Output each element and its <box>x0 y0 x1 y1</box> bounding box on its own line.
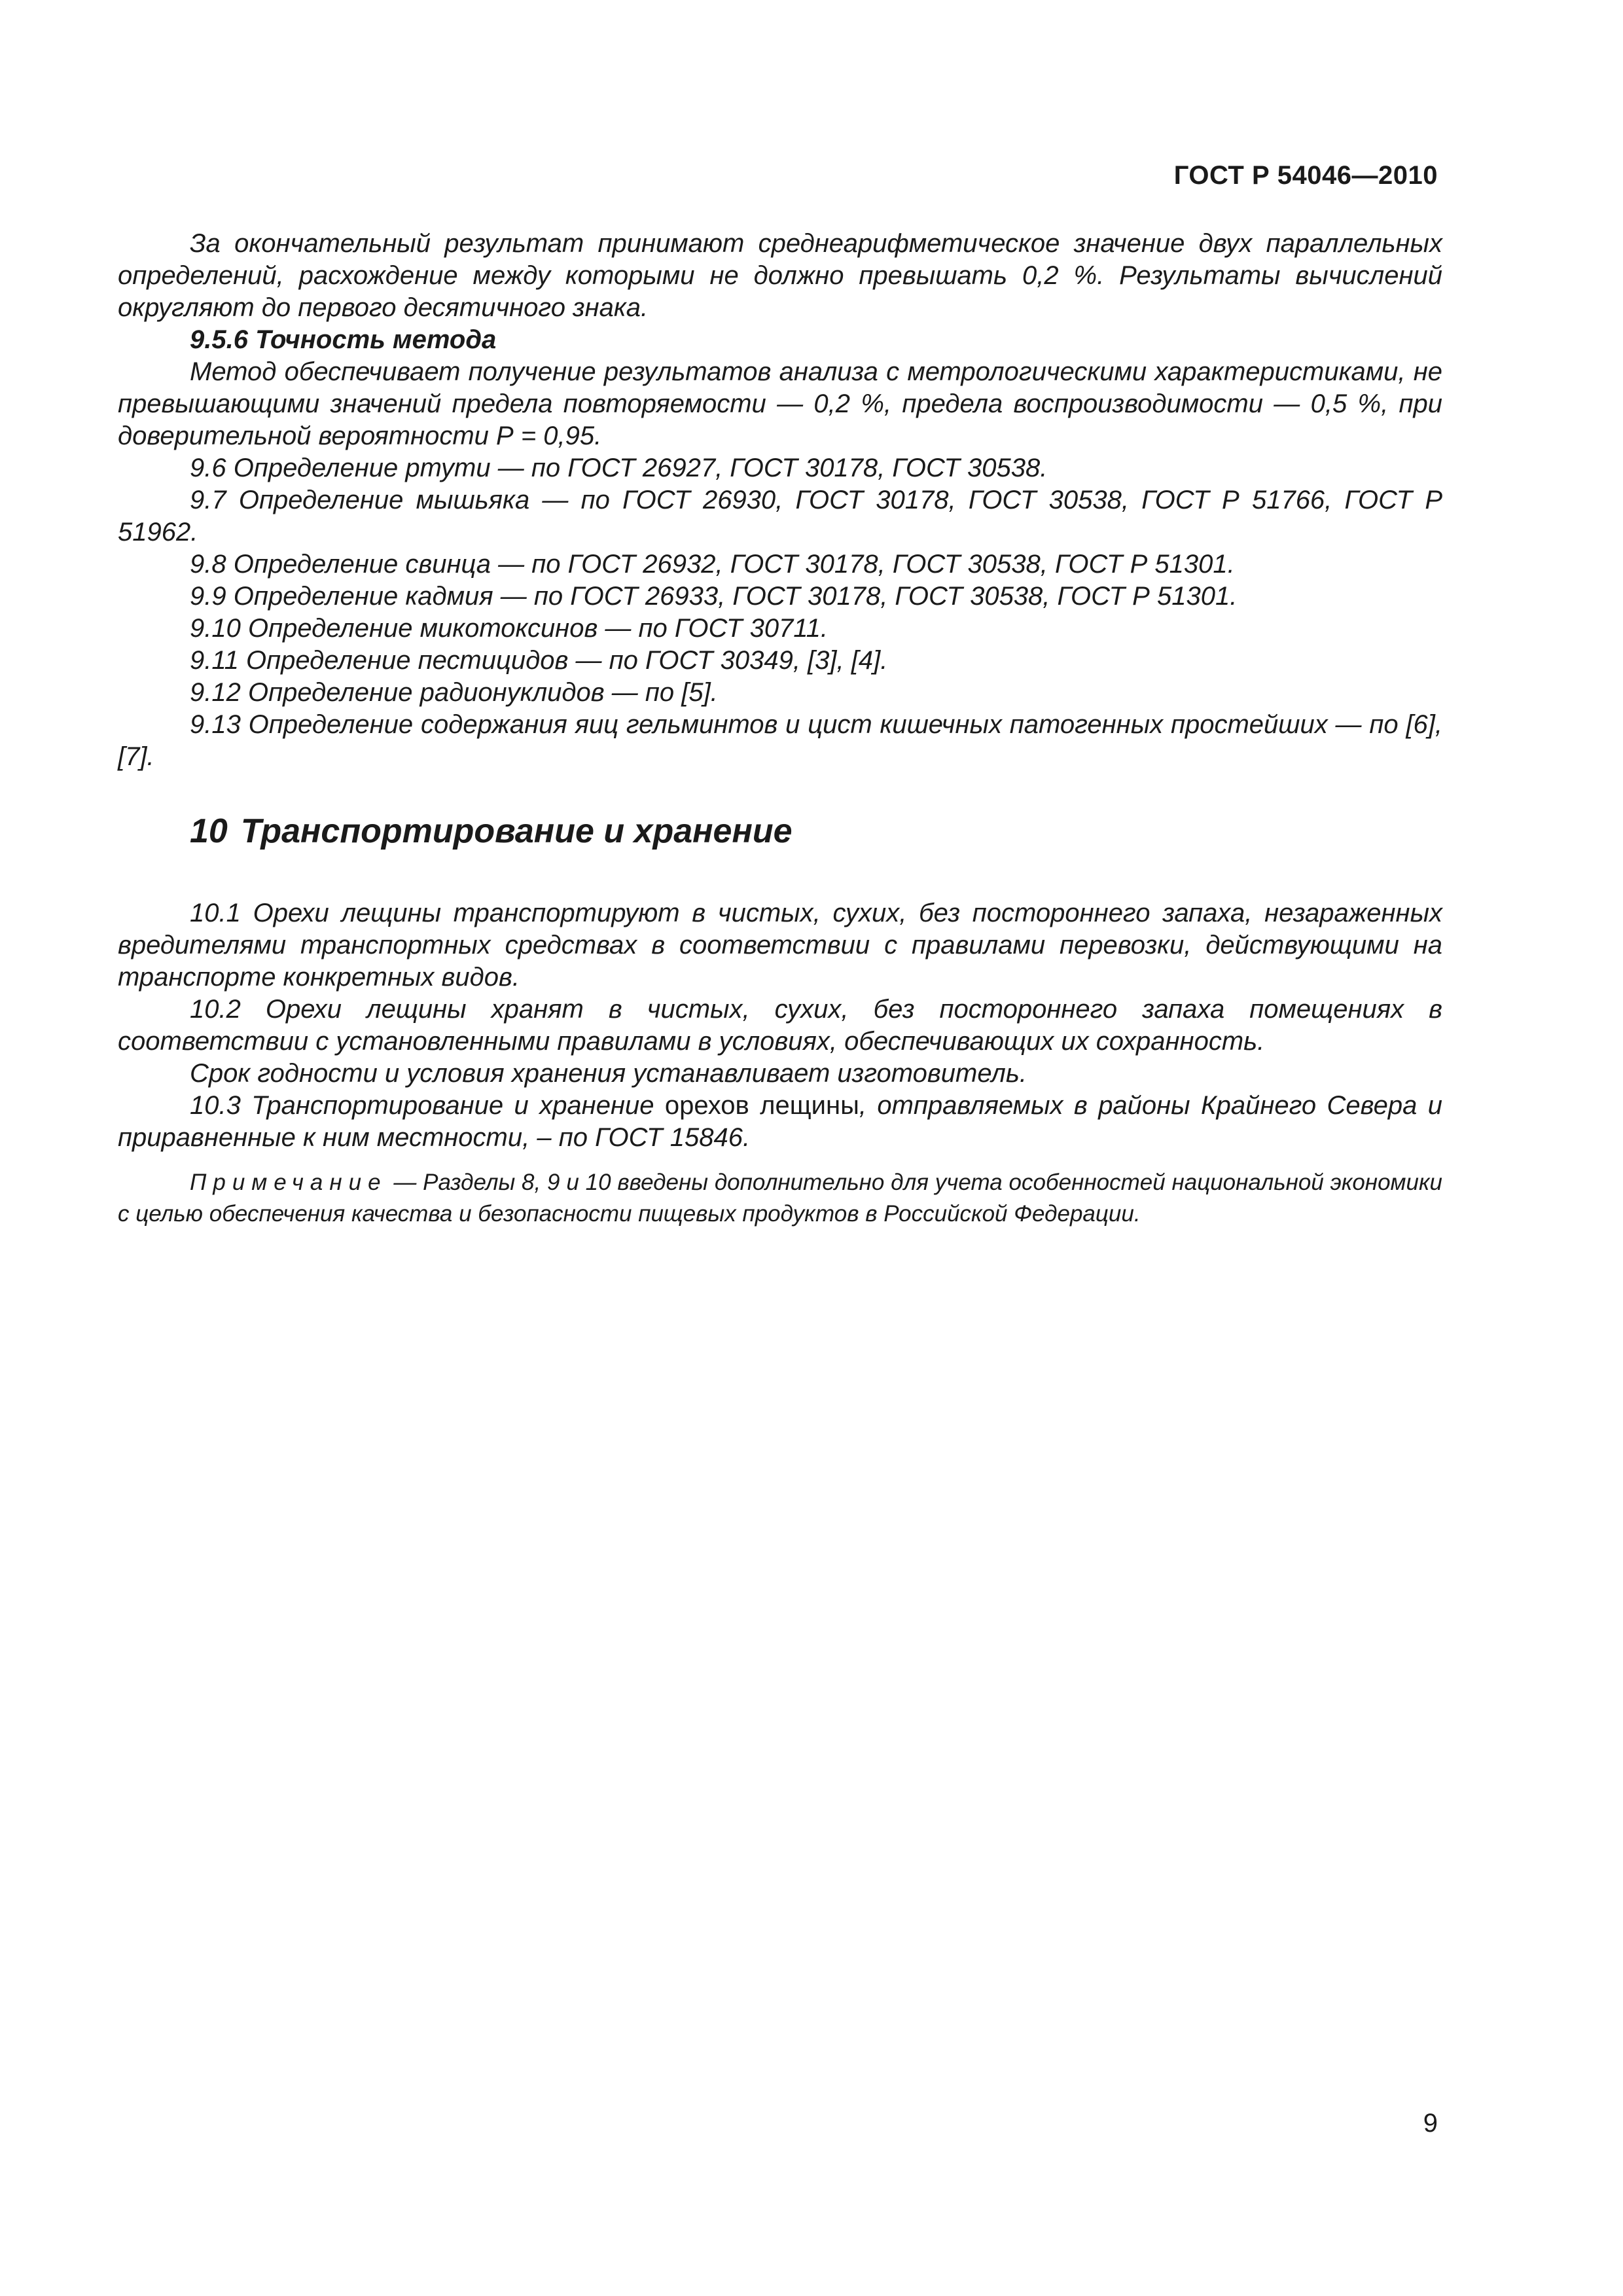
list-item-9-8: 9.8 Определение свинца — по ГОСТ 26932, ГОСТ 30178, ГОСТ 30538, ГОСТ Р 51301. <box>190 550 1235 579</box>
shelf-life-paragraph: Срок годности и условия хранения устанавливает изготовитель. <box>190 1059 1027 1088</box>
note-text: — Разделы 8, 9 и 10 введены дополнительно для учета особенностей национальной экономики с целью обеспечения качества и безопасности пищевых продуктов в Российской Федерации. <box>118 1170 1442 1227</box>
note-paragraph <box>118 1167 1442 1230</box>
list-item-9-6: 9.6 Определение ртути — по ГОСТ 26927, ГОСТ 30178, ГОСТ 30538. <box>190 454 1048 482</box>
paragraph-10-3-part1: 10.3 Транспортирование и хранение <box>190 1091 665 1120</box>
section-10-heading <box>190 811 1442 852</box>
list-item-9-11: 9.11 Определение пестицидов — по ГОСТ 30349, [3], [4]. <box>190 646 888 675</box>
page-content <box>118 228 1442 1230</box>
list-item-9-13: 9.13 Определение содержания яиц гельминтов и цист кишечных патогенных простейших — по [6], [7]. <box>118 710 1442 771</box>
subsection-heading-956: 9.5.6 Точность метода <box>190 325 497 354</box>
document-id-header: ГОСТ Р 54046—2010 <box>1173 161 1438 190</box>
list-item-9-7: 9.7 Определение мышьяка — по ГОСТ 26930, ГОСТ 30178, ГОСТ 30538, ГОСТ Р 51766, ГОСТ Р 51962. <box>118 486 1442 547</box>
list-item-9-9: 9.9 Определение кадмия — по ГОСТ 26933, ГОСТ 30178, ГОСТ 30538, ГОСТ Р 51301. <box>190 582 1238 611</box>
paragraph-10-3 <box>118 1090 1442 1154</box>
paragraph-10-3-part3: , отправляемых в районы Крайнего Севера и приравненные к ним местности, – по ГОСТ 15846. <box>118 1091 1443 1152</box>
section-number: 10 <box>190 812 228 850</box>
list-item-9-12: 9.12 Определение радионуклидов — по [5]. <box>190 678 718 707</box>
result-paragraph: За окончательный результат принимают среднеарифметическое значение двух параллельных определений, расхождение между которыми не должно превышать 0,2 %. Результаты вычислений округляют до первого десятичного знака. <box>118 229 1442 322</box>
paragraph-10-1: 10.1 Орехи лещины транспортируют в чистых, сухих, без постороннего запаха, незараженных вредителями транспортных средствах в соответствии с правилами перевозки, действующими на транспорте конкретных видов. <box>118 899 1442 992</box>
section-title: Транспортирование и хранение <box>240 812 793 850</box>
list-item-9-10: 9.10 Определение микотоксинов — по ГОСТ 30711. <box>190 614 828 643</box>
method-accuracy-paragraph: Метод обеспечивает получение результатов анализа с метрологическими характеристиками, не превышающими значений предела повторяемости — 0,2 %, предела воспроизводимости — 0,5 %, при доверительной вероятности Р = 0,95. <box>118 357 1442 450</box>
page-number: 9 <box>1423 2109 1438 2138</box>
paragraph-10-3-part2: орехов лещины <box>664 1091 859 1120</box>
note-label: Примечание <box>190 1170 387 1195</box>
paragraph-10-2: 10.2 Орехи лещины хранят в чистых, сухих, без постороннего запаха помещениях в соответствии с установленными правилами в условиях, обеспечивающих их сохранность. <box>118 995 1442 1056</box>
